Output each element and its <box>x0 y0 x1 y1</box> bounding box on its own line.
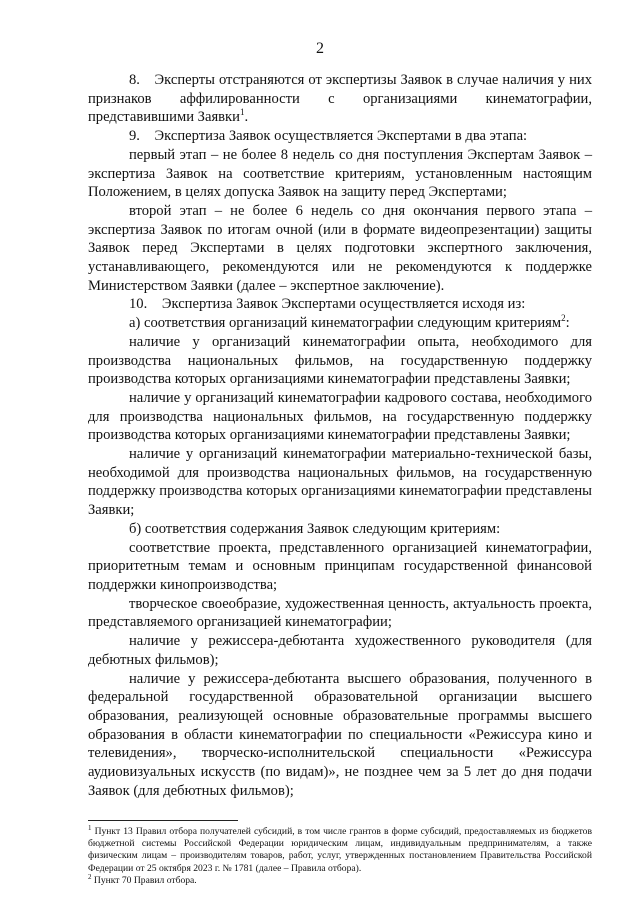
paragraph-text: а) соответствия организаций кинематографии следующим критериям <box>129 315 562 332</box>
paragraph-10-b: б) соответствия содержания Заявок следующим критериям: <box>129 520 501 537</box>
paragraph-10: 10. Экспертиза Заявок Экспертами осуществляется исходя из: <box>129 296 526 313</box>
footnote-ref-2: 2 <box>561 313 566 324</box>
criterion-experience: наличие у организаций кинематографии опыта, необходимого для производства национальных фильмов, на государственную поддержку производства которых организациями кинематографии представлены Заявки; <box>88 333 592 388</box>
criterion-art-director: наличие у режиссера-дебютанта художественного руководителя (для дебютных фильмов); <box>88 633 592 668</box>
paragraph-text: 8. Эксперты отстраняются от экспертизы Заявок в случае наличия у них признаков аффилированности с организациями кинематографии, представившими Заявки <box>88 72 592 126</box>
footnotes <box>88 823 592 887</box>
footnote-mark: 1 <box>88 823 92 832</box>
footnote-mark: 2 <box>88 872 92 881</box>
footnote-ref-1: 1 <box>239 107 245 118</box>
paragraph-9-stage-2: второй этап – не более 6 недель со дня окончания первого этапа – экспертиза Заявок по итогам очной (или в формате видеопрезентации) защиты Заявок перед Экспертами в целях подготовки экспертного заключения, устанавливающего, рекомендуются или не рекомендуются к поддержке Министерством Заявки (далее – экспертное заключение). <box>88 202 592 294</box>
paragraph-8 <box>88 71 592 127</box>
paragraph-tail: . <box>244 109 249 126</box>
paragraph-10-a <box>88 314 592 333</box>
criterion-originality: творческое своеобразие, художественная ценность, актуальность проекта, представляемого организацией кинематографии; <box>88 595 592 631</box>
footnote-2 <box>88 872 592 887</box>
paragraph-tail: : <box>565 315 570 332</box>
document-body <box>88 71 592 800</box>
criterion-staff: наличие у организаций кинематографии кадрового состава, необходимого для производства национальных фильмов, на государственную поддержку производства которых организациями кинематографии представлены Заявки; <box>88 389 592 444</box>
criterion-facilities: наличие у организаций кинематографии материально-технической базы, необходимой для производства национальных фильмов, на государственную поддержку производства которых организациями кинематографии представлены Заявки; <box>88 446 592 519</box>
page-number: 2 <box>316 40 324 57</box>
paragraph-9-stage-1: первый этап – не более 8 недель со дня поступления Экспертам Заявок – экспертиза Заявок на соответствие критериям, установленным настоящим Положением, в целях допуска Заявок на защиту перед Экспертами; <box>88 146 592 201</box>
footnote-text: Пункт 13 Правил отбора получателей субсидий, в том числе грантов в форме субсидий, предоставляемых из бюджетов бюджетной системы Российской Федерации юридическим лицам, индивидуальным предпринимателям, а также физическим лицам – производителям товаров, работ, услуг, утвержденных постановлением Правительства Российской Федерации от 25 октября 2023 г. № 1781 (далее – Правила отбора). <box>88 826 592 874</box>
paragraph-9: 9. Экспертиза Заявок осуществляется Экспертами в два этапа: <box>129 128 528 145</box>
footnote-1 <box>88 823 592 875</box>
footnote-text: Пункт 70 Правил отбора. <box>91 874 197 886</box>
footnote-divider <box>88 820 238 821</box>
criterion-themes: соответствие проекта, представленного организацией кинематографии, приоритетным темам и основным принципам государственной финансовой поддержки кинопроизводства; <box>88 539 592 593</box>
criterion-education: наличие у режиссера-дебютанта высшего образования, полученного в федеральной государственной образовательной организации высшего образования, реализующей основные образовательные программы высшего образования в области кинематографии по специальности «Режиссура кино и телевидения», творческо-исполнительской специальности «Режиссура аудиовизуальных искусств (по видам)», не позднее чем за 5 лет до дня подачи Заявок (для дебютных фильмов); <box>88 670 592 799</box>
